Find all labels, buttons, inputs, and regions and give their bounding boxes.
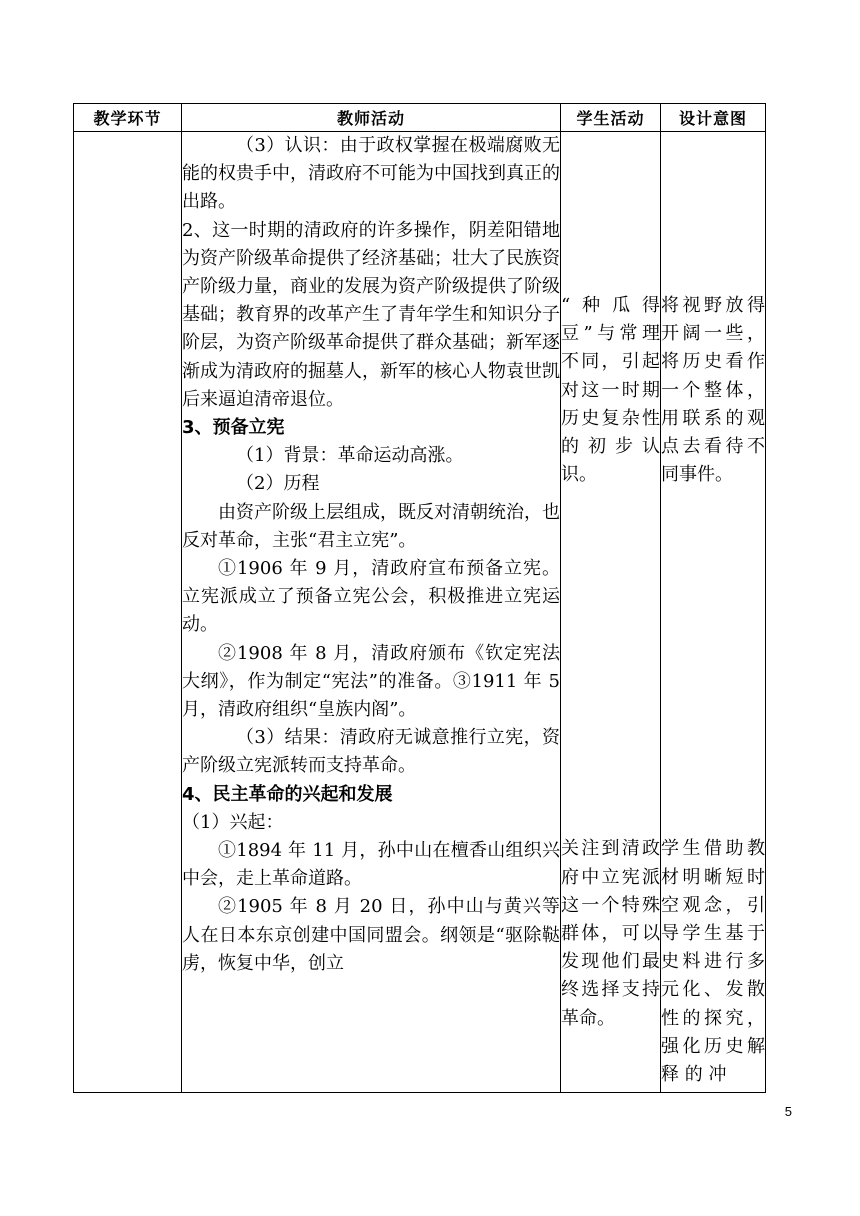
design-note-2: 学生借助教材明晰短时空观念，引导学生基于史料进行多元化、发散性的探究，强化历史解释 的 冲 xyxy=(661,838,765,1086)
table-row xyxy=(74,132,766,1093)
lesson-plan-table xyxy=(73,103,766,1093)
header-teaching-stage: 教学环节 xyxy=(74,104,182,132)
page-number: 5 xyxy=(784,1104,792,1119)
teacher-heading-3: 3、预备立宪 xyxy=(182,417,285,439)
teaching-stage-cell xyxy=(74,132,182,1093)
student-note-2: 关注到清政府中立宪派这一个特殊群体，可以发现他们最终选择支持革命。 xyxy=(561,838,660,1029)
teacher-para-5: （2）历程 xyxy=(236,473,320,495)
teacher-para-7: ①1906 年 9 月，清政府宣布预备立宪。立宪派成立了预备立宪公会，积极推进立宪运动。 xyxy=(182,558,560,636)
header-teacher-activity: 教师活动 xyxy=(182,104,561,132)
teacher-para-8: ②1908 年 8 月，清政府颁布《钦定宪法大纲》，作为制定“宪法”的准备。③1911 年 5 月，清政府组织“皇族内阁”。 xyxy=(182,642,560,721)
teacher-para-9: （3）结果：清政府无诚意推行立宪，资产阶级立宪派转而支持革命。 xyxy=(182,727,560,777)
design-note-1: 将视野放得开阔一些，将历史看作一个整体，用联系的观点去看待不同事件。 xyxy=(661,295,765,486)
teacher-para-1: （3）认识：由于政权掌握在极端腐败无能的权贵手中，清政府不可能为中国找到真正的出路。 xyxy=(182,135,560,213)
design-intent-cell xyxy=(661,132,766,1093)
teacher-para-11: （1）兴起： xyxy=(182,811,284,833)
teacher-activity-cell xyxy=(182,132,561,1093)
teacher-para-6: 由资产阶级上层组成，既反对清朝统治，也反对革命，主张“君主立宪”。 xyxy=(182,501,560,551)
table-header-row xyxy=(74,104,766,132)
teacher-para-13: ②1905 年 8 月 20 日，孙中山与黄兴等人在日本东京创建中国同盟会。纲领是“驱除鞑虏，恢复中华，创立 xyxy=(182,896,560,974)
student-activity-cell xyxy=(561,132,661,1093)
teacher-heading-4: 4、民主革命的兴起和发展 xyxy=(182,783,393,805)
header-design-intent: 设计意图 xyxy=(661,104,766,132)
teacher-para-4: （1）背景：革命运动高涨。 xyxy=(236,445,464,467)
teacher-para-12: ①1894 年 11 月，孙中山在檀香山组织兴中会，走上革命道路。 xyxy=(182,840,560,890)
student-note-1: “种瓜得豆”与常理不同，引起对这一时期历史复杂性的初步认识。 xyxy=(561,295,660,486)
header-student-activity: 学生活动 xyxy=(561,104,661,132)
teacher-para-2: 2、这一时期的清政府的许多操作，阴差阳错地为资产阶级革命提供了经济基础；壮大了民族资产阶级力量，商业的发展为资产阶级提供了阶级基础；教育界的改革产生了青年学生和知识分子阶层，为资产阶级革命提供了群众基础；新军逐渐成为清政府的掘墓人，新军的核心人物袁世凯后来逼迫清帝退位。 xyxy=(182,219,560,410)
